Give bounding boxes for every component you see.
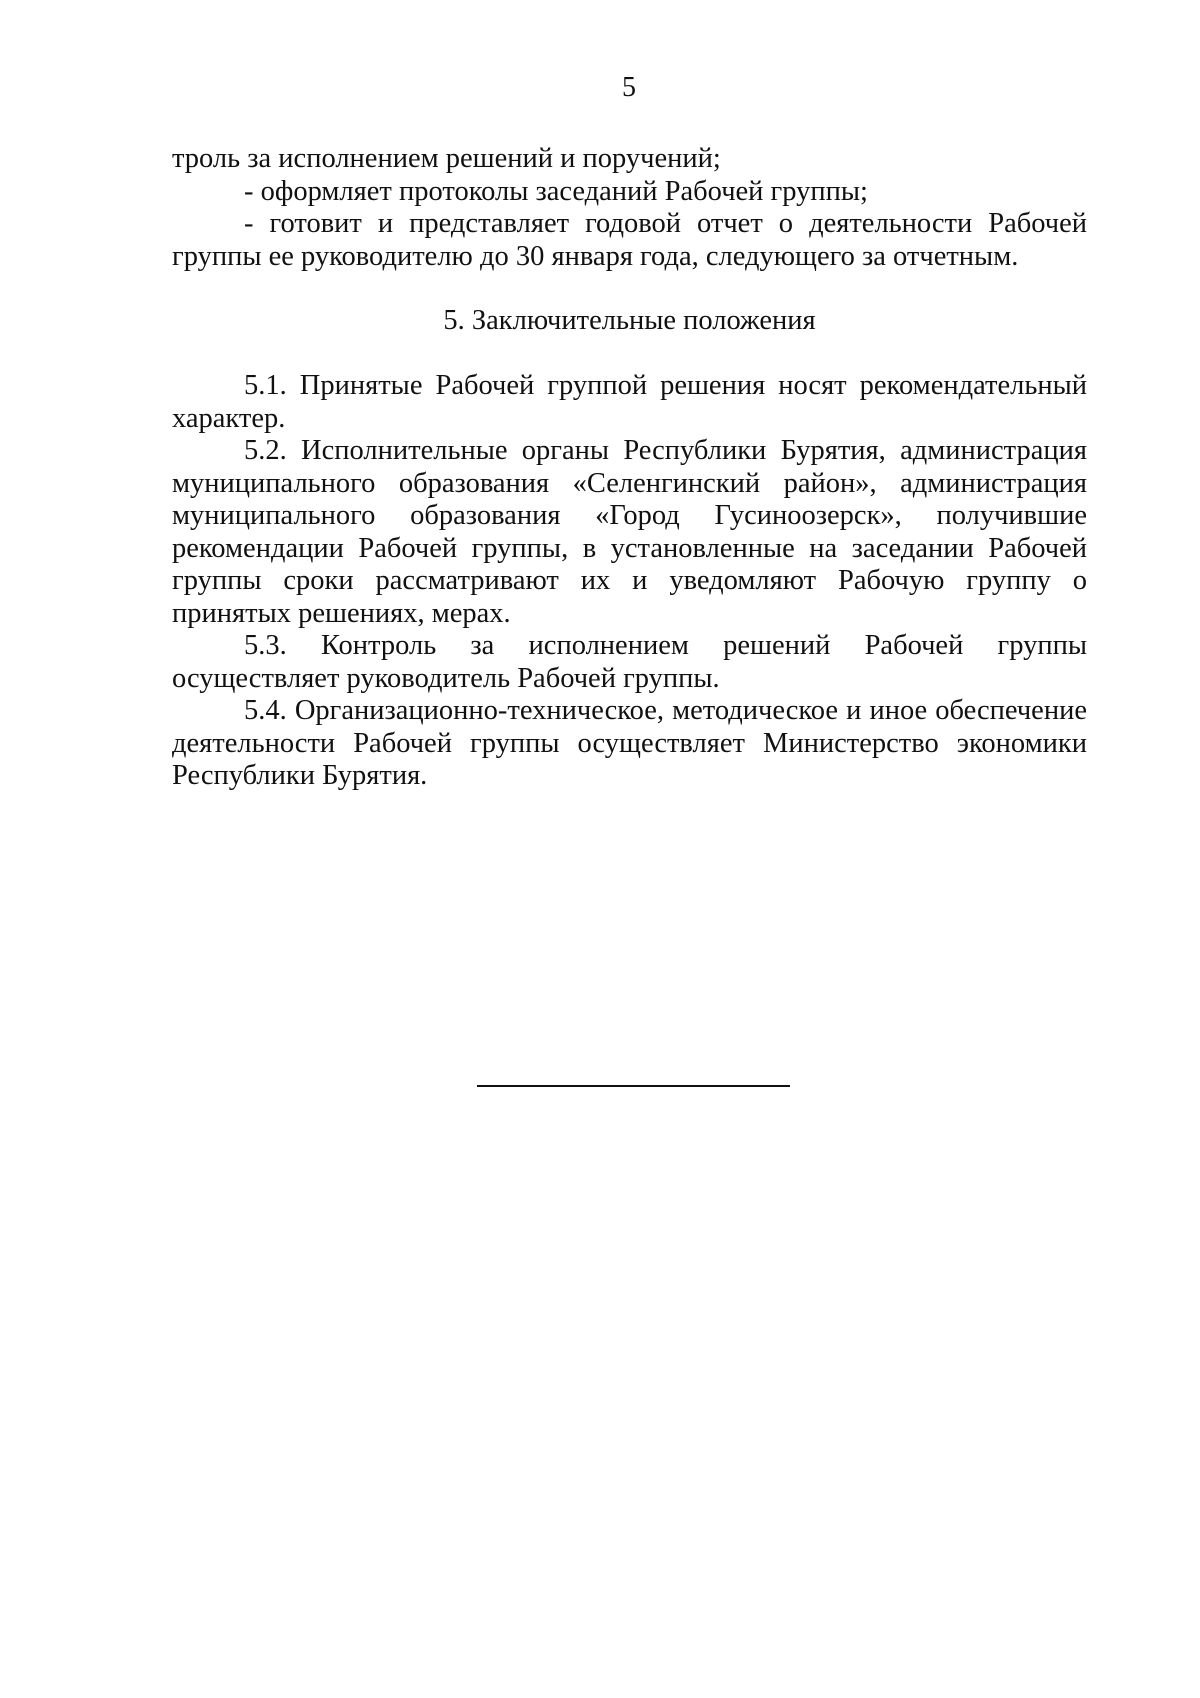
section-heading: 5. Заключительные положения: [443, 305, 816, 336]
end-divider-line: [477, 1085, 790, 1087]
clause-5-1: 5.1. Принятые Рабочей группой решения носят рекомендательный характер.: [172, 370, 1087, 434]
list-item-protocols: - оформляет протоколы заседаний Рабочей группы;: [244, 175, 868, 207]
clause-5-4: 5.4. Организационно-техническое, методическое и иное обеспечение деятельности Рабочей группы осуществляет Министерство экономики Республики Бурятия.: [172, 695, 1087, 791]
clause-5-3: 5.3. Контроль за исполнением решений Рабочей группы осуществляет руководитель Рабочей группы.: [172, 630, 1087, 694]
continued-paragraph: троль за исполнением решений и поручений;: [172, 143, 721, 174]
clause-5-2: 5.2. Исполнительные органы Республики Бурятия, администрация муниципального образования «Селенгинский район», администрация муниципального образования «Город Гусиноозерск», получившие рекомендации Рабочей группы, в установленные на заседании Рабочей группы сроки рассматривают их и уведомляют Рабочую группу о принятых решениях, мерах.: [172, 435, 1087, 629]
section-text-block: [172, 370, 1087, 793]
page-number: 5: [622, 72, 636, 103]
list-item-annual-report: - готовит и представляет годовой отчет о деятельности Рабочей группы ее руководителю до 30 января года, следующего за отчетным.: [172, 208, 1087, 272]
intro-text-block: [172, 143, 1087, 273]
